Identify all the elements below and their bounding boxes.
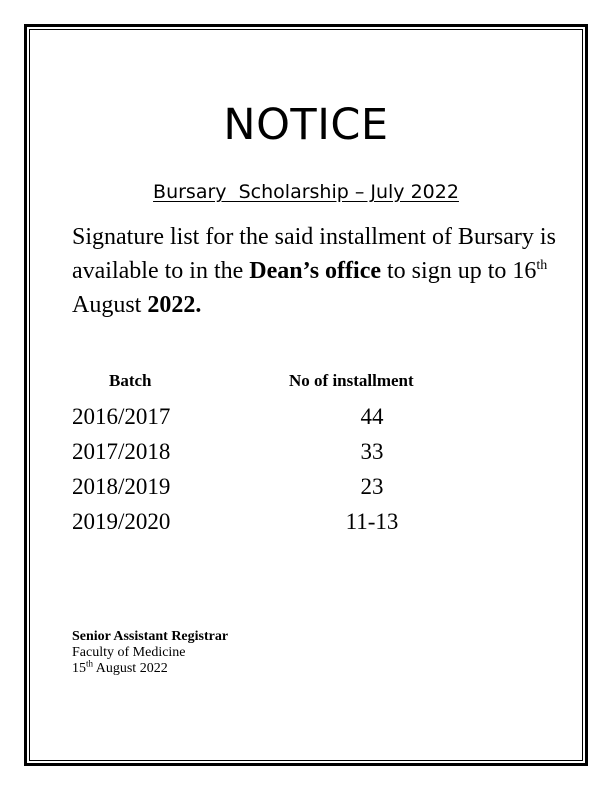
table-header-batch: Batch [109, 371, 152, 390]
signature-date-rest: August 2022 [93, 661, 168, 676]
notice-body [72, 220, 556, 322]
row-batch: 2019/2020 [72, 509, 171, 534]
row-count: 33 [360, 439, 384, 464]
signature-date-day: 15 [72, 661, 86, 676]
notice-title: NOTICE [223, 100, 389, 150]
signatory-title: Senior Assistant Registrar [72, 629, 229, 644]
table-row [72, 470, 472, 504]
body-text-part1: Signature list for the said installment of Bursary is available to in the [72, 224, 556, 284]
table-row [72, 435, 472, 469]
table-row [72, 400, 472, 434]
subtitle-text: Bursary Scholarship – July 2022 [153, 181, 459, 203]
signature-date [72, 658, 228, 677]
row-count: 11-13 [345, 509, 399, 534]
table-row [72, 505, 472, 539]
body-text-year: 2022. [147, 292, 202, 318]
body-text-part2: to sign up to 16 [381, 258, 537, 284]
body-text-office: Dean’s office [249, 258, 382, 284]
body-text-day-suffix: th [536, 258, 548, 273]
row-count: 23 [360, 474, 384, 499]
row-count: 44 [360, 404, 384, 429]
body-text-part3: August [72, 292, 148, 318]
row-batch: 2017/2018 [72, 439, 171, 464]
row-batch: 2016/2017 [72, 404, 171, 429]
row-batch: 2018/2019 [72, 474, 171, 499]
signatory-faculty: Faculty of Medicine [72, 645, 186, 660]
signature-block [72, 629, 228, 677]
notice-subtitle [0, 178, 612, 206]
table-header-installments: No of installment [289, 371, 414, 390]
signature-date-suffix: th [86, 658, 94, 669]
